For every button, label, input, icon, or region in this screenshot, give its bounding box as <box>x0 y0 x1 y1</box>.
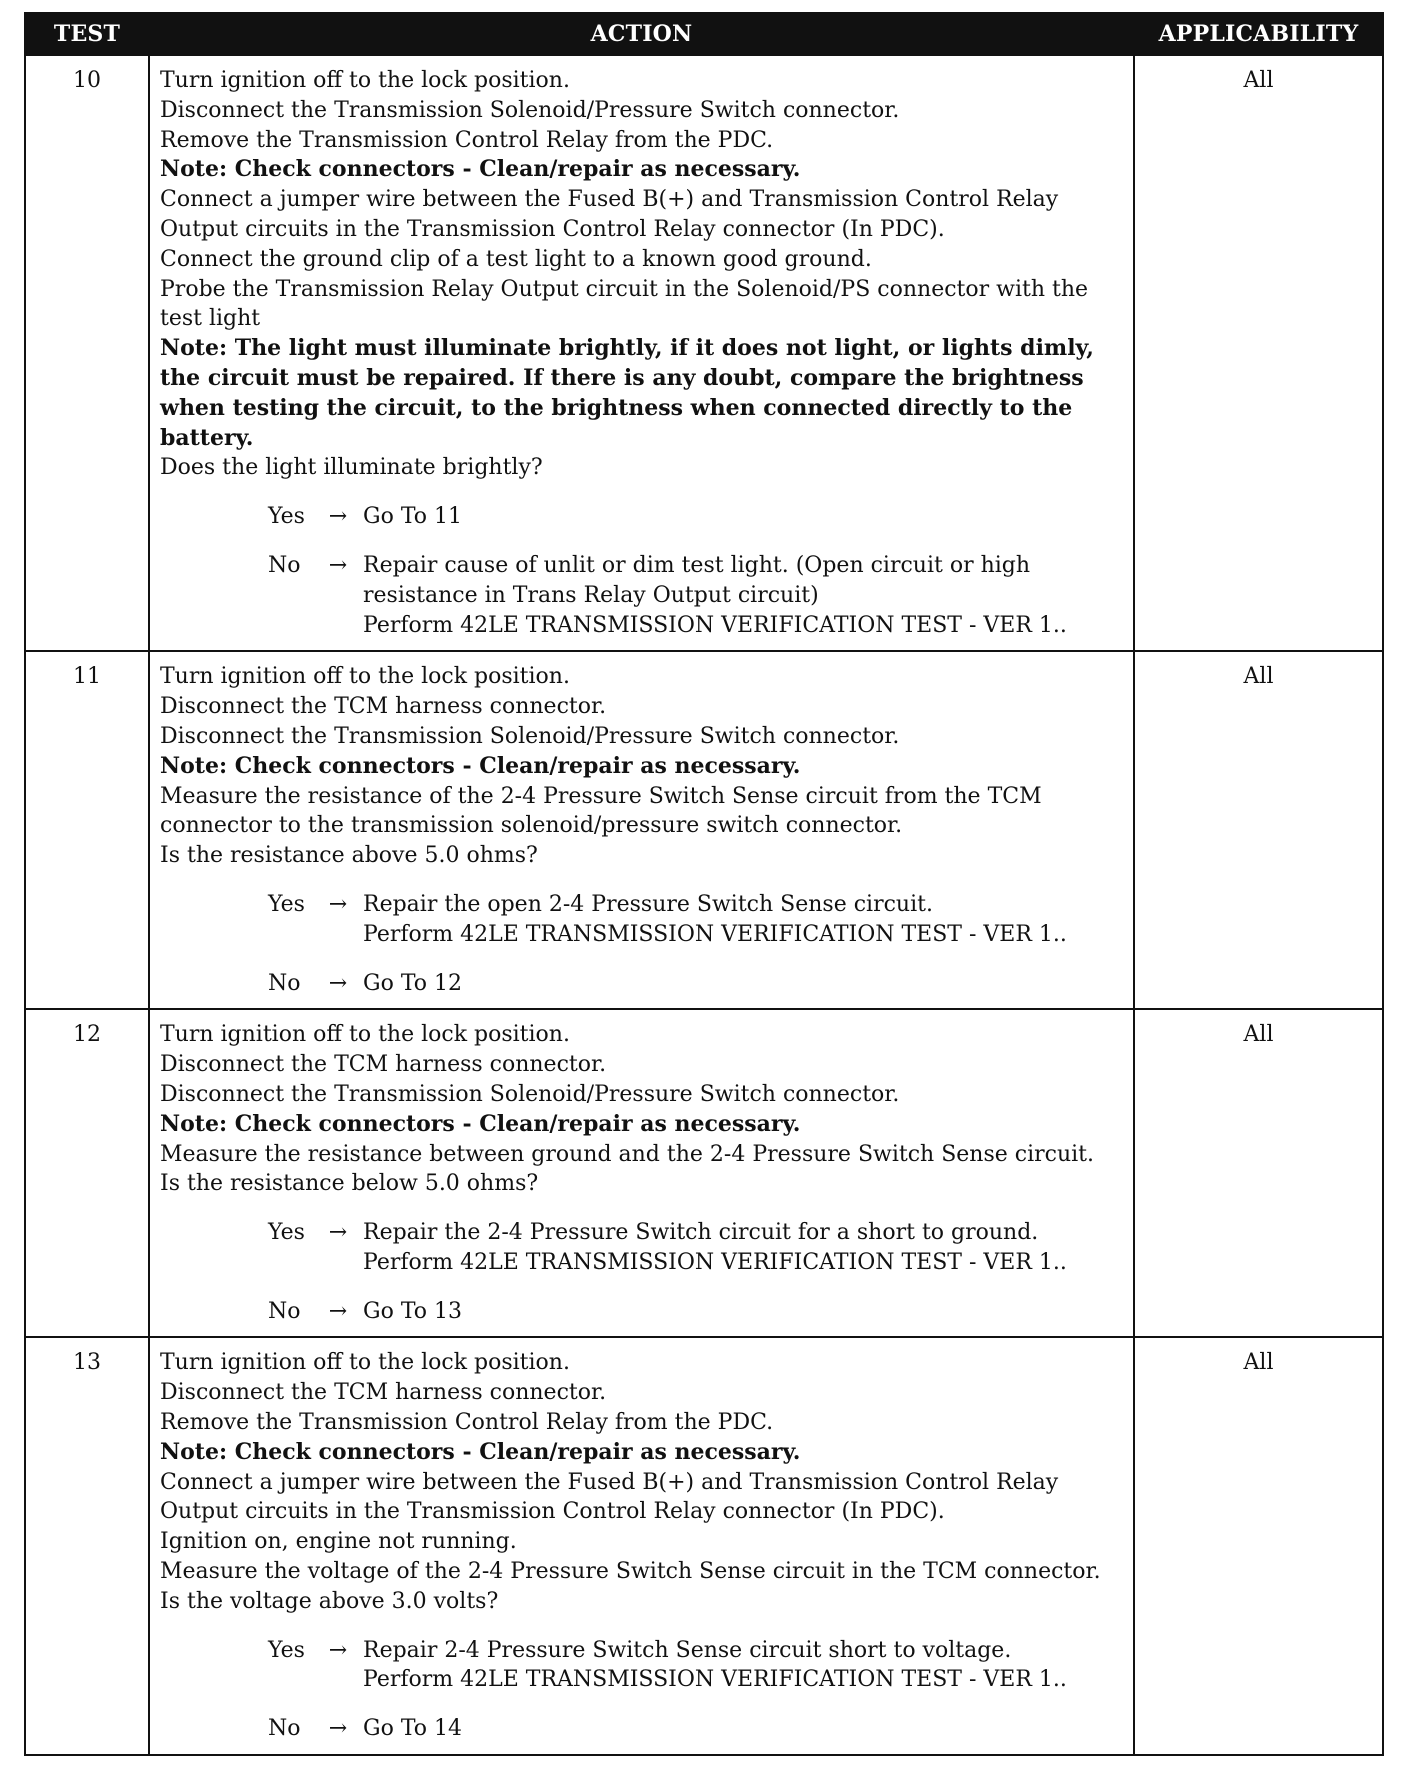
instruction-line: Is the resistance above 5.0 ohms? <box>160 843 538 869</box>
action-cell <box>149 651 1134 1009</box>
applicability-value: All <box>1134 1009 1383 1337</box>
outcome-result-line: Repair the 2-4 Pressure Switch circuit for a short to ground. <box>363 1220 1039 1246</box>
instruction-line: Turn ignition off to the lock position. <box>160 68 570 93</box>
outcome-no <box>160 551 1123 640</box>
instruction-line: Turn ignition off to the lock position. <box>160 1022 570 1048</box>
table-row <box>25 651 1383 1009</box>
diagnostic-table <box>24 12 1384 1756</box>
arrow-right-icon: → <box>328 1637 348 1663</box>
arrow-right-icon: → <box>328 1220 348 1246</box>
test-number: 11 <box>25 651 149 1009</box>
note-line: battery. <box>160 424 254 451</box>
arrow-right-icon: → <box>328 1298 348 1324</box>
outcome-label: No <box>268 1716 301 1742</box>
outcome-result <box>363 502 1123 532</box>
outcome-no <box>160 969 1123 999</box>
instruction-line: Is the voltage above 3.0 volts? <box>160 1588 499 1614</box>
note-line: Note: Check connectors - Clean/repair as necessary. <box>160 156 801 183</box>
test-number: 12 <box>25 1009 149 1337</box>
instruction-line: Connect the ground clip of a test light to a known good ground. <box>160 246 872 272</box>
instruction-line: test light <box>160 306 261 332</box>
outcome-result-line: Repair cause of unlit or dim test light. (Open circuit or high <box>363 552 1031 578</box>
instruction-line: Ignition on, engine not running. <box>160 1529 517 1555</box>
instruction-line: Disconnect the TCM harness connector. <box>160 1052 607 1078</box>
outcome-yes <box>160 890 1123 950</box>
note-line: Note: Check connectors - Clean/repair as necessary. <box>160 752 801 779</box>
instruction-line: Turn ignition off to the lock position. <box>160 1350 570 1376</box>
outcome-label: No <box>268 970 301 996</box>
applicability-value: All <box>1134 55 1383 651</box>
outcome-result-line: Go To 14 <box>363 1716 463 1742</box>
note-line: Note: Check connectors - Clean/repair as necessary. <box>160 1110 801 1137</box>
outcome-result-line: Go To 12 <box>363 970 463 996</box>
outcome-result-line: resistance in Trans Relay Output circuit) <box>363 582 819 608</box>
outcome-result <box>363 1218 1123 1278</box>
instruction-line: Is the resistance below 5.0 ohms? <box>160 1171 539 1197</box>
table-row <box>25 1009 1383 1337</box>
instruction-line: Connect a jumper wire between the Fused B(+) and Transmission Control Relay <box>160 1469 1059 1495</box>
applicability-value: All <box>1134 1337 1383 1755</box>
outcome-result <box>363 551 1123 640</box>
instruction-line: Measure the voltage of the 2-4 Pressure Switch Sense circuit in the TCM connector. <box>160 1559 1101 1585</box>
instruction-line: Does the light illuminate brightly? <box>160 455 543 481</box>
instruction-line: Remove the Transmission Control Relay from the PDC. <box>160 127 774 153</box>
outcome-yes <box>160 1218 1123 1278</box>
outcome-result-line: Repair 2-4 Pressure Switch Sense circuit short to voltage. <box>363 1637 1012 1663</box>
instruction-line: Remove the Transmission Control Relay from the PDC. <box>160 1410 774 1436</box>
note-line: Note: The light must illuminate brightly, if it does not light, or lights dimly, <box>160 335 1094 362</box>
outcome-yes <box>160 502 1123 532</box>
action-cell <box>149 55 1134 651</box>
table-row <box>25 1337 1383 1755</box>
outcome-result <box>363 969 1123 999</box>
instruction-line: Turn ignition off to the lock position. <box>160 664 570 690</box>
arrow-right-icon: → <box>328 891 348 917</box>
outcome-label: No <box>268 552 301 578</box>
action-cell <box>149 1337 1134 1755</box>
instruction-line: Disconnect the Transmission Solenoid/Pressure Switch connector. <box>160 1081 900 1107</box>
outcome-label: Yes <box>268 1220 305 1246</box>
header-applicability: APPLICABILITY <box>1134 13 1383 55</box>
outcome-result-line: Perform 42LE TRANSMISSION VERIFICATION TEST - VER 1.. <box>363 612 1067 638</box>
instruction-line: Disconnect the TCM harness connector. <box>160 1380 607 1406</box>
table-header-row <box>25 13 1383 55</box>
outcome-result <box>363 890 1123 950</box>
note-line: the circuit must be repaired. If there is any doubt, compare the brightness <box>160 364 1084 391</box>
arrow-right-icon: → <box>328 970 348 996</box>
action-cell <box>149 1009 1134 1337</box>
outcome-no <box>160 1714 1123 1744</box>
outcome-yes <box>160 1636 1123 1696</box>
outcome-result <box>363 1297 1123 1327</box>
arrow-right-icon: → <box>328 552 348 578</box>
instruction-line: Disconnect the Transmission Solenoid/Pressure Switch connector. <box>160 97 900 123</box>
table-body <box>25 55 1383 1755</box>
instruction-line: Measure the resistance of the 2-4 Pressure Switch Sense circuit from the TCM <box>160 783 1042 809</box>
table-row <box>25 55 1383 651</box>
header-action: ACTION <box>149 13 1134 55</box>
outcome-label: Yes <box>268 504 305 530</box>
test-number: 10 <box>25 55 149 651</box>
outcome-label: No <box>268 1298 301 1324</box>
outcome-label: Yes <box>268 891 305 917</box>
instruction-line: Output circuits in the Transmission Control Relay connector (In PDC). <box>160 1499 945 1525</box>
instruction-line: connector to the transmission solenoid/pressure switch connector. <box>160 813 903 839</box>
note-line: when testing the circuit, to the brightness when connected directly to the <box>160 394 1073 421</box>
instruction-line: Probe the Transmission Relay Output circuit in the Solenoid/PS connector with the <box>160 276 1089 302</box>
outcome-result-line: Repair the open 2-4 Pressure Switch Sense circuit. <box>363 891 933 917</box>
outcome-result <box>363 1636 1123 1696</box>
outcome-label: Yes <box>268 1637 305 1663</box>
diagnostic-test-sheet <box>24 12 1382 1762</box>
arrow-right-icon: → <box>328 504 348 530</box>
instruction-line: Connect a jumper wire between the Fused B(+) and Transmission Control Relay <box>160 187 1059 213</box>
note-line: Note: Check connectors - Clean/repair as necessary. <box>160 1438 801 1465</box>
outcome-result <box>363 1714 1123 1744</box>
outcome-result-line: Go To 11 <box>363 504 463 530</box>
instruction-line: Disconnect the TCM harness connector. <box>160 694 607 720</box>
header-test: TEST <box>25 13 149 55</box>
outcome-no <box>160 1297 1123 1327</box>
arrow-right-icon: → <box>328 1716 348 1742</box>
outcome-result-line: Perform 42LE TRANSMISSION VERIFICATION TEST - VER 1.. <box>363 1667 1067 1693</box>
instruction-line: Disconnect the Transmission Solenoid/Pressure Switch connector. <box>160 723 900 749</box>
instruction-line: Measure the resistance between ground and the 2-4 Pressure Switch Sense circuit. <box>160 1141 1095 1167</box>
applicability-value: All <box>1134 651 1383 1009</box>
outcome-result-line: Perform 42LE TRANSMISSION VERIFICATION TEST - VER 1.. <box>363 921 1067 947</box>
instruction-line: Output circuits in the Transmission Control Relay connector (In PDC). <box>160 216 945 242</box>
outcome-result-line: Go To 13 <box>363 1298 463 1324</box>
test-number: 13 <box>25 1337 149 1755</box>
outcome-result-line: Perform 42LE TRANSMISSION VERIFICATION TEST - VER 1.. <box>363 1249 1067 1275</box>
